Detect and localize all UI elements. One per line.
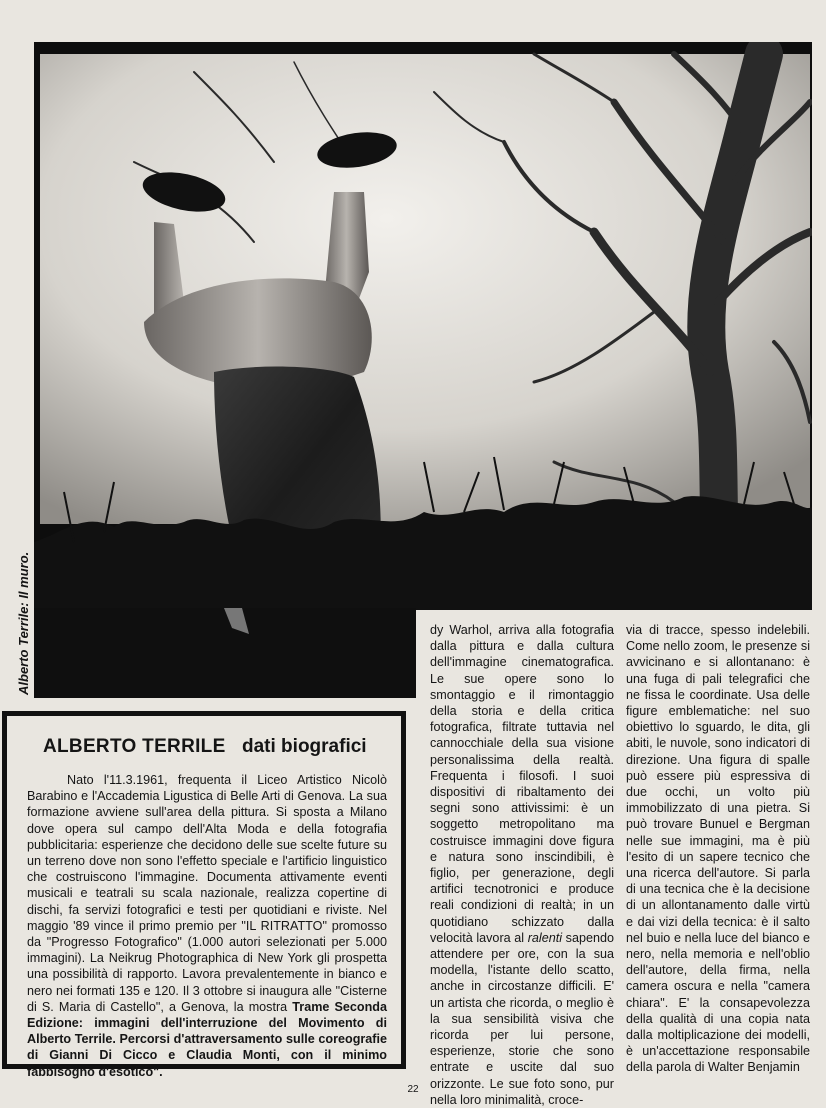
column1-text-b: sapendo attendere per ore, con la sua modella, l'istante dello scatto, anche in circostanze difficili. E' un artista che ricorda, o meglio è la sua sensibilità visiva che ricorda per lui persone, esperienze, storie che sono entrate e uscite dal suo orizzonte. Le sue foto sono, pur nella loro minimalità, croce-	[430, 930, 614, 1107]
page-number: 22	[407, 1084, 419, 1095]
photograph-il-muro	[34, 42, 812, 610]
column1-italic: ralenti	[527, 930, 563, 945]
artist-name: ALBERTO TERRILE	[43, 736, 226, 757]
photo-caption: Alberto Terrile: Il muro.	[16, 551, 31, 695]
biography-subtitle: dati biografici	[242, 736, 367, 757]
column1-text-a: dy Warhol, arriva alla fotografia dalla pittura e dalla cultura dell'immagine cinematografica. Le sue opere sono lo smontaggio e il rimontaggio della storia e della critica fotografica, filtrate tuttavia nel cannocchiale della sua visione personalissima della realtà. Frequenta i filosofi. I suoi dispositivi di ribaltamento dei segni sono attivissimi: è un soggetto metropolitano ma costruisce immagini dove figura e natura sono inscindibili, è figlio, per generazione, degli artifici tecnotronici e produce reali condizioni di realtà; in un quotidiano schizzato dalla velocità lavora al	[430, 623, 614, 945]
article-column-2	[626, 622, 810, 1076]
biography-text	[27, 772, 387, 1080]
photo-scene	[34, 42, 812, 610]
biography-main-text: Nato l'11.3.1961, frequenta il Liceo Artistico Nicolò Barabino e l'Accademia Ligustica di Belle Arti di Genova. La sua formazione avviene sull'area della pittura. Si sposta a Milano dove opera sul campo dell'Alta Moda e della fotografia pubblicitaria: esperienze che decidono delle sue scelte future su un terreno dove non sono l'effetto speciale e l'artificio linguistico che costruiscono l'immagine. Documenta attivamente eventi musicali e teatrali su scala nazionale, realizza copertine di dischi, fa servizi fotografici e testi per quotidiani e riviste. Nel maggio '89 vince il primo premio per "IL RITRATTO" promosso da "Progresso Fotografico" (1.000 autori selezionati per 5.000 immagini). La Neikrug Photographica di New York gli prospetta una possibilità di rapporto. Lavora prevalentemente in bianco e nero nei formati 135 e 120. Il 3 ottobre si inaugura alle "Cisterne di S. Maria di Castello", a Genova, la mostra	[27, 773, 387, 1014]
column2-text: via di tracce, spesso indelebili. Come nello zoom, le presenze si avvicinano e si allontanano: è una fuga di pali telegrafici che ne fissa le coordinate. Usa delle figure emblematiche: nel suo obiettivo lo sguardo, le dita, gli abiti, le nuvole, sono indicatori di direzione. Una figura di spalle può essere più espressiva di due occhi, un volto più immobilizzato di una pietra. Si può trovare Bunuel e Bergman nelle sue immagini, ma è più l'esito di un sapere tecnico che una ricerca dell'autore. Si parla di una tecnica che è la decisione di un allontanamento dalle virtù e dai vizi della tecnica: è il salto nel buio e nella luce del bianco e nero, nella memoria e nell'oblio dell'autore, della firma, nella camera oscura e nella "camera chiara". E' la consapevolezza della qualità di una copia nata dalla moltiplicazione dei modelli, è un'accettazione responsabile della parola di Walter Benjamin	[626, 623, 810, 1075]
article-column-1	[430, 622, 614, 1108]
photograph-lower-extension	[34, 608, 416, 698]
biography-title	[43, 736, 387, 758]
biography-bold-text: Trame Seconda Edizione: immagini dell'interruzione del Movimento di Alberto Terrile. Percorsi d'attraversamento sulle coreografie di Gianni Di Cicco e Claudia Monti, con il minimo fabbisogno d'esotico".	[27, 999, 387, 1079]
biography-box	[2, 711, 406, 1079]
